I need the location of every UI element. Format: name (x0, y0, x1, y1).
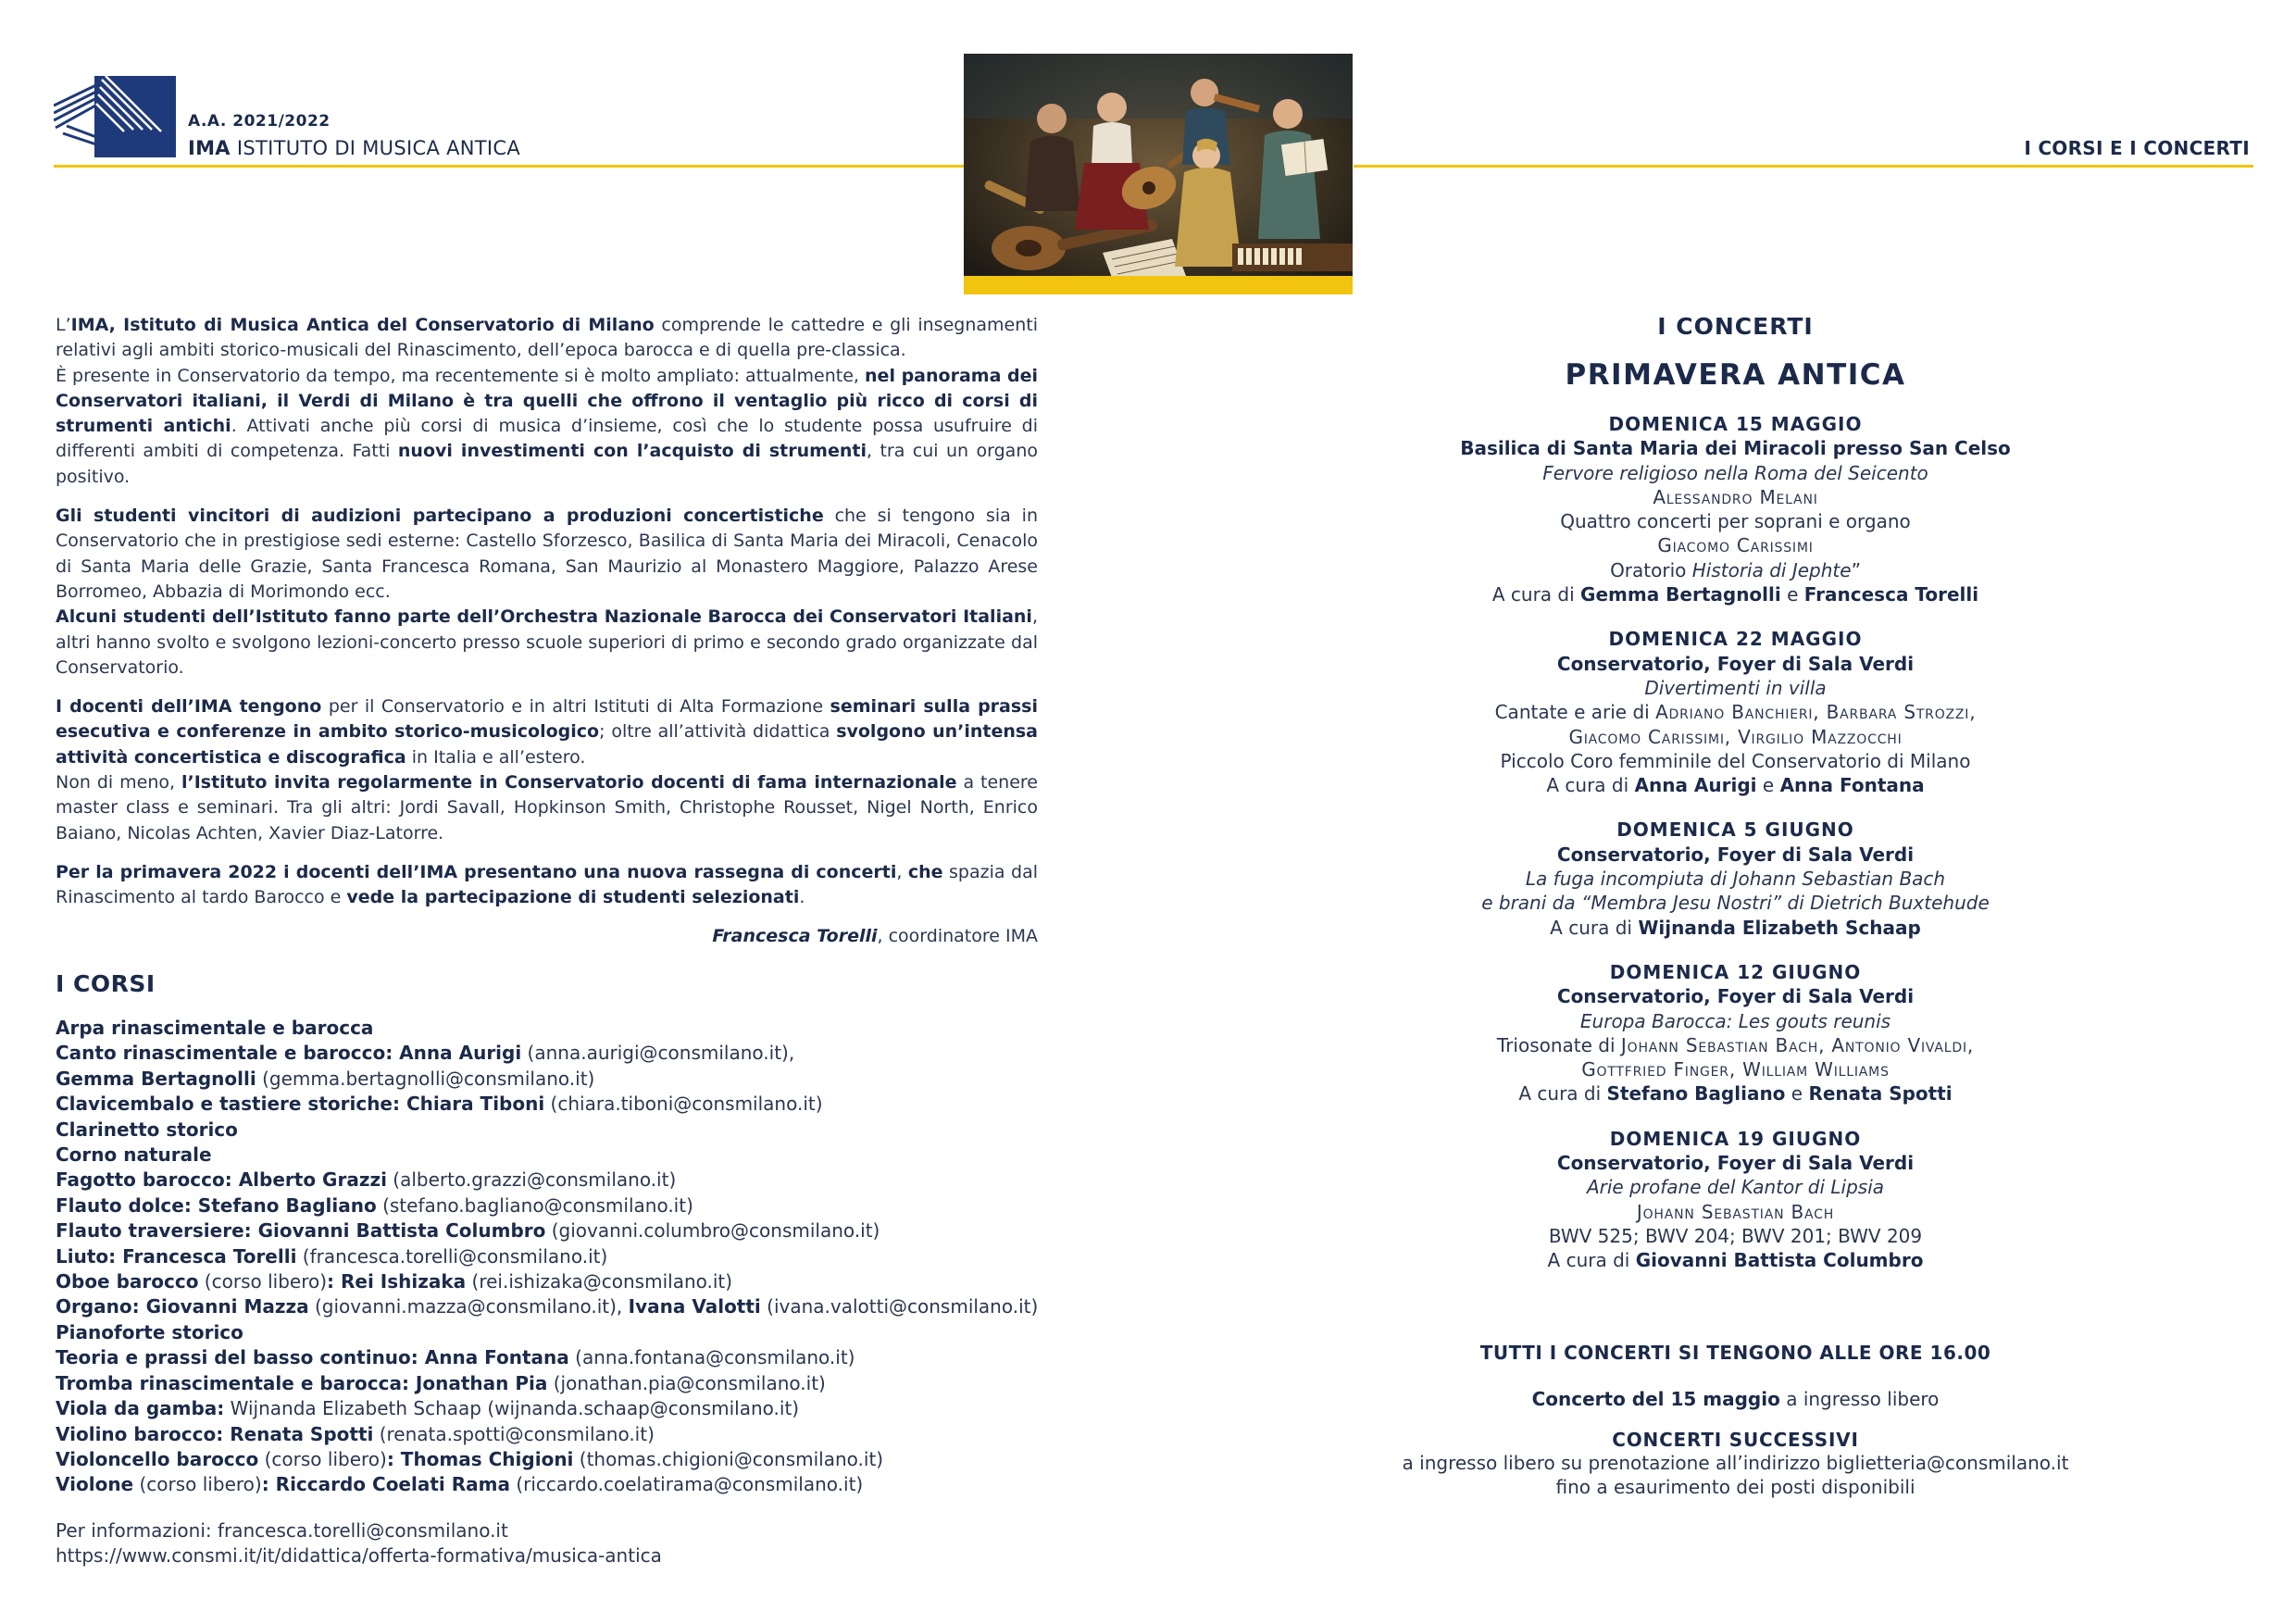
text-run: (anna.fontana@consmilano.it) (568, 1346, 855, 1369)
concert-text: Cantate e arie di (1494, 701, 1656, 724)
curator-name: Francesca Torelli (1803, 583, 1979, 606)
text-run: a tenere master class e seminari. Tra gli altri: Jordi Savall, Hopkinson Smith, Christophe Rousset, Nigel North, Enrico Baiano, Nicolas Achten, Xavier Diaz-Latorre. (56, 772, 1038, 843)
concert-text: Divertimenti in villa (1644, 676, 1827, 699)
concert-text: Arie profane del Kantor di Lipsia (1586, 1176, 1885, 1199)
bold-text: Oboe barocco (56, 1270, 199, 1293)
free-entry-note (1354, 1388, 2117, 1410)
course-item (56, 1269, 1055, 1294)
concert-date: DOMENICA 22 MAGGIO (1608, 628, 1863, 651)
bold-text: Arpa rinascimentale e barocca (56, 1017, 374, 1039)
bold-text: Organo: Giovanni Mazza (56, 1295, 309, 1318)
bold-text: seminari sulla prassi esecutiva e conferenze in ambito storico-musicologico (56, 696, 1039, 743)
concert-text: e (1756, 774, 1780, 797)
intro-paragraph (56, 860, 1038, 911)
concert-list (1354, 412, 2117, 1273)
text-run: (giovanni.mazza@consmilano.it), (308, 1295, 629, 1318)
concert-detail-line (1354, 461, 2117, 485)
institute-full-name: ISTITUTO DI MUSICA ANTICA (230, 137, 521, 159)
text-run: , (896, 861, 908, 882)
text-run: ; oltre all’attività didattica (599, 721, 837, 743)
text-run: spazia dal Rinascimento al tardo Barocco e (56, 861, 1038, 908)
concert-date: DOMENICA 12 GIUGNO (1609, 960, 1862, 983)
concert-detail-line (1354, 1224, 2117, 1248)
concert-text: Giacomo Carissimi, Virgilio Mazzocchi (1568, 725, 1903, 748)
institute-name (188, 137, 520, 159)
concert-detail-line (1354, 700, 2117, 724)
concert-detail-line (1354, 725, 2117, 749)
course-list (56, 1016, 1055, 1498)
text-run: Non di meno, (56, 772, 181, 793)
concert-text: Gottfried Finger, William Williams (1581, 1058, 1890, 1081)
concert-entry (1354, 1127, 2117, 1273)
concert-detail-line (1354, 558, 2117, 582)
header-divider-right (1354, 165, 2253, 168)
concert-text: e (1785, 1082, 1809, 1106)
bold-text: svolgono un’intensa attività concertistica e discografica (56, 721, 1039, 768)
concert-detail-line (1354, 773, 2117, 797)
concert-text: Oratorio (1610, 558, 1692, 581)
concert-entry (1354, 627, 2117, 797)
text-run: (thomas.chigioni@consmilano.it) (573, 1447, 884, 1470)
concert-venue: Conservatorio, Foyer di Sala Verdi (1556, 1152, 1915, 1175)
intro-paragraph (56, 313, 1038, 490)
concert-text: Historia di Jephte (1691, 558, 1852, 581)
concert-text: Johann Sebastian Bach, Antonio Vivaldi, (1620, 1033, 1975, 1056)
concert-detail-line (1354, 1200, 2117, 1224)
concert-date: DOMENICA 19 GIUGNO (1609, 1127, 1862, 1150)
concert-text: A cura di (1546, 774, 1635, 797)
curator-name: Giovanni Battista Columbro (1635, 1249, 1924, 1272)
concert-detail-line (1354, 1248, 2117, 1272)
concert-entry (1354, 960, 2117, 1106)
bold-text: Flauto traversiere: Giovanni Battista Columbro (56, 1219, 546, 1243)
curator-name: Gemma Bertagnolli (1580, 583, 1781, 606)
intro-paragraph (56, 504, 1038, 681)
concerts-section (1354, 313, 2117, 1499)
free-entry-rest: a ingresso libero (1779, 1387, 1940, 1410)
bold-text: vede la partecipazione di studenti selezionati (346, 887, 800, 908)
baroque-musicians-painting (964, 54, 1353, 294)
signature-role: , coordinatore IMA (877, 925, 1038, 946)
concert-detail-line (1354, 867, 2117, 891)
bold-text: Clavicembalo e tastiere storiche: Chiara Tiboni (56, 1093, 545, 1116)
text-run: (renata.spotti@consmilano.it) (373, 1422, 655, 1445)
bold-text: Gli studenti vincitori di audizioni partecipano a produzioni concertistiche (56, 506, 824, 527)
bold-text: Ivana Valotti (628, 1295, 761, 1318)
intro-paragraph (56, 694, 1038, 846)
info-email-line: Per informazioni: francesca.torelli@consmilano.it (56, 1519, 508, 1542)
academic-year: A.A. 2021/2022 (188, 112, 331, 131)
bold-text: Violoncello barocco (56, 1447, 259, 1470)
concert-text: Alessandro Melani (1653, 485, 1818, 508)
bold-text: : Riccardo Coelati Rama (261, 1473, 510, 1496)
bold-text: : Thomas Chigioni (386, 1447, 574, 1470)
bold-text: Violino barocco: Renata Spotti (56, 1422, 374, 1445)
painting-gold-bar (964, 276, 1353, 294)
concert-text: Adriano Banchieri, Barbara Strozzi, (1655, 701, 1977, 724)
curator-name: Wijnanda Elizabeth Schaap (1638, 916, 1921, 939)
intro-text (56, 313, 1038, 949)
concert-text: A cura di (1547, 1249, 1636, 1272)
curator-name: Anna Aurigi (1634, 774, 1757, 797)
bold-text: nel panorama dei Conservatori italiani, il Verdi di Milano è tra quelli che offrono il ventaglio più ricco di corsi di strumenti antichi (56, 365, 1039, 437)
page-section-title: I CORSI E I CONCERTI (2024, 137, 2250, 159)
bold-text: Liuto: Francesca Torelli (56, 1244, 297, 1268)
concert-venue: Basilica di Santa Maria dei Miracoli presso San Celso (1460, 437, 2011, 460)
text-run: , altri hanno svolto e svolgono lezioni-concerto presso scuole superiori di primo e secondo grado organizzate dal Conservatorio. (56, 606, 1038, 678)
bold-text: Teoria e prassi del basso continuo: Anna Fontana (56, 1346, 569, 1369)
curator-name: Stefano Bagliano (1606, 1082, 1786, 1106)
info-block (56, 1518, 662, 1569)
bold-text: Alcuni studenti dell’Istituto fanno parte dell’Orchestra Nazionale Barocca dei Conservatori Italiani (56, 606, 1032, 628)
bold-text: : Rei Ishizaka (327, 1270, 467, 1293)
info-url-line: https://www.consmi.it/it/didattica/offerta-formativa/musica-antica (56, 1544, 662, 1568)
concert-entry (1354, 412, 2117, 606)
concert-text: ” (1851, 558, 1861, 581)
bold-text: IMA, Istituto di Musica Antica del Conservatorio di Milano (70, 315, 655, 335)
text-run: È presente in Conservatorio da tempo, ma recentemente si è molto ampliato: attualmente, (56, 365, 866, 386)
course-item (56, 1447, 1055, 1472)
course-item (56, 1118, 1055, 1143)
bold-text: l’Istituto invita regolarmente in Conservatorio docenti di fama internazionale (181, 772, 957, 793)
series-title: PRIMAVERA ANTICA (1565, 358, 1906, 392)
course-item (56, 1472, 1055, 1497)
text-run: (stefano.bagliano@consmilano.it) (376, 1193, 693, 1217)
concert-time-note: TUTTI I CONCERTI SI TENGONO ALLE ORE 16.00 (1479, 1341, 1991, 1364)
concert-detail-line (1354, 533, 2117, 557)
text-run: (corso libero) (258, 1447, 387, 1470)
concert-detail-line (1354, 916, 2117, 940)
text-run: (rei.ishizaka@consmilano.it) (466, 1270, 733, 1293)
course-item (56, 1193, 1055, 1218)
bold-text: Fagotto barocco: Alberto Grazzi (56, 1168, 387, 1192)
header-divider-left (54, 165, 964, 168)
concert-detail-line (1354, 509, 2117, 533)
course-item (56, 1143, 1055, 1168)
concert-detail-line (1354, 749, 2117, 773)
signature (56, 924, 1038, 949)
bold-text: nuovi investimenti con l’acquisto di strumenti (397, 441, 867, 462)
text-run: (corso libero) (133, 1473, 262, 1496)
concert-detail-line (1354, 676, 2117, 700)
next-concerts-line: a ingresso libero su prenotazione all’indirizzo biglietteria@consmilano.it (1402, 1451, 2069, 1474)
concert-text: Johann Sebastian Bach (1636, 1200, 1835, 1223)
text-run: in Italia e all’estero. (406, 746, 586, 768)
concert-detail-line (1354, 1009, 2117, 1033)
bold-text: Gemma Bertagnolli (56, 1067, 256, 1090)
text-run: . Attivati anche più corsi di musica d’insieme, così che lo studente possa usufruire di differenti ambiti di competenza. Fatti (56, 416, 1038, 462)
course-item (56, 1345, 1055, 1370)
concert-text: e (1780, 583, 1804, 606)
text-run: , tra cui un organo positivo. (56, 441, 1038, 487)
bold-text: I docenti dell’IMA tengono (56, 696, 322, 718)
course-item (56, 1371, 1055, 1396)
concert-detail-line (1354, 1057, 2117, 1081)
course-item (56, 1168, 1055, 1193)
ima-logo (54, 76, 176, 157)
signature-name: Francesca Torelli (712, 925, 878, 946)
text-run: Wijnanda Elizabeth Schaap (wijnanda.schaap@consmilano.it) (224, 1397, 800, 1420)
free-entry-bold: Concerto del 15 maggio (1531, 1387, 1780, 1410)
course-item (56, 1244, 1055, 1269)
bold-text: Pianoforte storico (56, 1320, 243, 1343)
course-item (56, 1218, 1055, 1243)
text-run: . (799, 887, 805, 908)
concert-venue: Conservatorio, Foyer di Sala Verdi (1556, 843, 1915, 866)
concert-text: A cura di (1491, 583, 1581, 606)
text-run: L’ (56, 315, 71, 335)
concert-detail-line (1354, 1175, 2117, 1199)
bold-text: Canto rinascimentale e barocco: Anna Aurigi (56, 1042, 522, 1065)
text-run: (ivana.valotti@consmilano.it) (760, 1295, 1039, 1318)
bold-text: che (907, 861, 943, 882)
course-item (56, 1067, 1055, 1092)
bold-text: Viola da gamba: (56, 1397, 225, 1420)
courses-heading: I CORSI (56, 970, 156, 997)
concert-text: A cura di (1550, 916, 1639, 939)
concert-venue: Conservatorio, Foyer di Sala Verdi (1556, 652, 1915, 675)
text-run: comprende le cattedre e gli insegnamenti relativi agli ambiti storico-musicali del Rinascimento, dell’epoca barocca e di quella pre-classica. (56, 315, 1038, 361)
institute-abbr: IMA (188, 137, 231, 159)
course-item (56, 1041, 1055, 1066)
concert-text: Piccolo Coro femminile del Conservatorio di Milano (1500, 749, 1971, 772)
concert-text: Giacomo Carissimi (1657, 534, 1814, 557)
text-run: (corso libero) (198, 1270, 328, 1293)
concerts-heading: I CONCERTI (1657, 313, 1814, 340)
curator-name: Anna Fontana (1779, 774, 1925, 797)
text-run: (jonathan.pia@consmilano.it) (547, 1371, 826, 1394)
concert-text: e brani da “Membra Jesu Nostri” di Dietrich Buxtehude (1481, 892, 1990, 915)
text-run: (alberto.grazzi@consmilano.it) (386, 1168, 677, 1192)
concert-detail-line (1354, 1081, 2117, 1106)
text-run: (giovanni.columbro@consmilano.it) (545, 1219, 880, 1243)
course-item (56, 1294, 1055, 1319)
bold-text: Flauto dolce: Stefano Bagliano (56, 1193, 377, 1217)
concert-text: A cura di (1518, 1082, 1607, 1106)
text-run: per il Conservatorio e in altri Istituti di Alta Formazione (321, 696, 830, 718)
bold-text: Corno naturale (56, 1143, 212, 1167)
concert-text: Fervore religioso nella Roma del Seicento (1542, 461, 1928, 484)
concert-entry (1354, 818, 2117, 939)
text-run: (chiara.tiboni@consmilano.it) (544, 1093, 823, 1116)
course-item (56, 1016, 1055, 1041)
concert-text: Triosonate di (1496, 1033, 1621, 1056)
bold-text: Per la primavera 2022 i docenti dell’IMA presentano una nuova rassegna di concerti (56, 861, 897, 882)
concert-detail-line (1354, 1033, 2117, 1057)
course-item (56, 1422, 1055, 1447)
next-concerts-line: fino a esaurimento dei posti disponibili (1555, 1475, 1915, 1498)
concert-text: Europa Barocca: Les gouts reunis (1579, 1009, 1891, 1032)
next-concerts-heading: CONCERTI SUCCESSIVI (1612, 1428, 1859, 1451)
text-run: (gemma.bertagnolli@consmilano.it) (256, 1067, 595, 1090)
concert-text: La fuga incompiuta di Johann Sebastian Bach (1525, 868, 1946, 891)
curator-name: Renata Spotti (1808, 1082, 1953, 1106)
concert-detail-line (1354, 891, 2117, 915)
bold-text: Clarinetto storico (56, 1118, 238, 1141)
concert-date: DOMENICA 5 GIUGNO (1616, 818, 1854, 842)
concert-date: DOMENICA 15 MAGGIO (1608, 413, 1863, 435)
bold-text: Violone (56, 1473, 134, 1496)
concert-detail-line (1354, 485, 2117, 509)
concert-text: Quattro concerti per soprani e organo (1560, 510, 1911, 533)
concert-venue: Conservatorio, Foyer di Sala Verdi (1556, 985, 1915, 1008)
bold-text: Tromba rinascimentale e barocca: Jonathan Pia (56, 1371, 548, 1394)
course-item (56, 1396, 1055, 1421)
concert-text: BWV 525; BWV 204; BWV 201; BWV 209 (1548, 1224, 1923, 1247)
course-item (56, 1320, 1055, 1345)
text-run: (anna.aurigi@consmilano.it), (521, 1042, 795, 1065)
course-item (56, 1092, 1055, 1117)
concert-detail-line (1354, 582, 2117, 606)
text-run: (riccardo.coelatirama@consmilano.it) (509, 1473, 864, 1496)
text-run: (francesca.torelli@consmilano.it) (296, 1244, 608, 1268)
text-run: che si tengono sia in Conservatorio che in prestigiose sedi esterne: Castello Sforzesco, Basilica di Santa Maria dei Miracoli, Cenacolo di Santa Maria delle Grazie, Santa Francesca Romana, San Maurizio al Monastero Maggiore, Palazzo Arese Borromeo, Abbazia di Morimondo ecc. (56, 506, 1038, 602)
